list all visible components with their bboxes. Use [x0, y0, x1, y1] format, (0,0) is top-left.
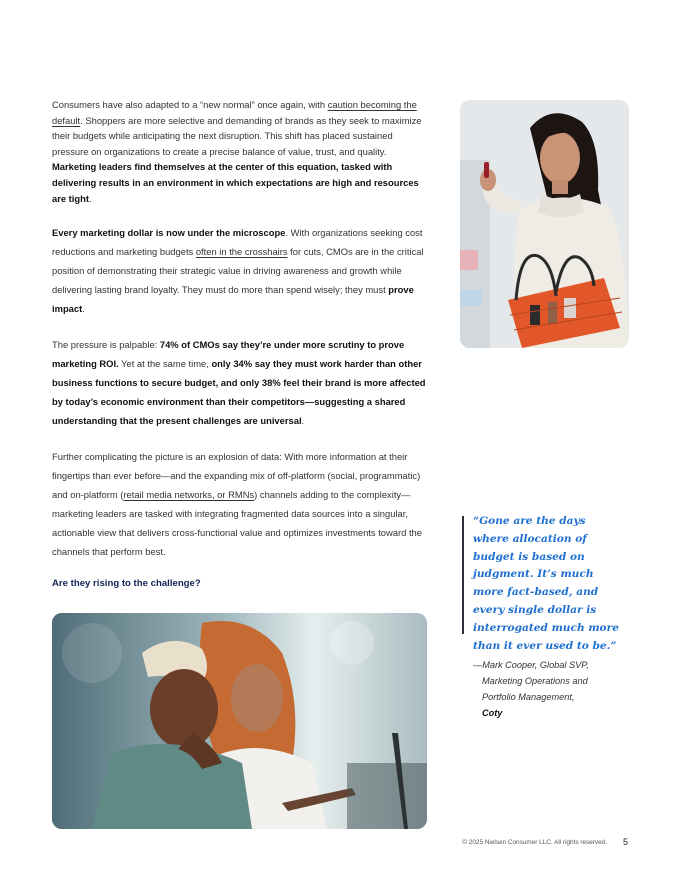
- team-illustration: [52, 613, 427, 829]
- attribution-line-3: Portfolio Management,: [482, 692, 575, 702]
- section-heading: Are they rising to the challenge?: [52, 578, 201, 590]
- p1-text-2: . Shoppers are more selective and demanding of brands as they seek to maximize their budgets while anticipating the next disruption. This shift has placed sustained pressure on organizations to create a precise balance of value, trust, and quality.: [52, 114, 422, 157]
- attribution-company: Coty: [482, 708, 503, 718]
- p3-bold-1: 74% of CMOs say they’re under more scrutiny to prove marketing ROI.: [52, 339, 405, 370]
- copyright-text: © 2025 Nielsen Consumer LLC. All rights reserved.: [462, 839, 607, 846]
- paragraph-4: [52, 447, 428, 561]
- p1-bold-1: Marketing leaders find themselves at the center of this equation, tasked with delivering results in an environment in which expectations are high and resources are tight: [52, 161, 419, 204]
- team-photo: [52, 613, 427, 829]
- page-footer: [0, 838, 680, 850]
- attribution-line-2: Marketing Operations and: [482, 676, 588, 686]
- quote-bar: [462, 516, 464, 634]
- p2-text-1: . With organizations seeking cost reductions and marketing budgets: [52, 227, 423, 258]
- caution-becoming-default-link[interactable]: caution becoming the default: [52, 99, 417, 126]
- p3-text-2: Yet at the same time,: [118, 358, 212, 370]
- attribution-line-1: —Mark Cooper, Global SVP,: [473, 660, 589, 670]
- paragraph-2: [52, 223, 428, 318]
- p1-text-1: Consumers have also adapted to a “new normal” once again, with: [52, 99, 328, 110]
- p4-text-1: Further complicating the picture is an explosion of data: With more information at their fingertips than ever before—and the expanding mix of off-platform (social, programmatic) and on-platform (: [52, 451, 421, 501]
- shopper-illustration: [460, 100, 629, 348]
- retail-media-networks-link[interactable]: retail media networks, or RMNs: [123, 489, 255, 501]
- quote-text: “Gone are the days where allocation of budget is based on judgment. It’s much more fact-based, and every single dollar is interrogated much more than it ever used to be.”: [473, 515, 619, 652]
- p2-text-3: .: [82, 303, 85, 315]
- paragraph-3: [52, 335, 428, 430]
- main-column: [52, 97, 428, 589]
- p2-bold-1: Every marketing dollar is now under the microscope: [52, 227, 286, 239]
- paragraph-1: [52, 97, 428, 206]
- quote-attribution: [473, 657, 623, 721]
- p3-bold-2: only 34% say they must work harder than other business functions to secure budget, and only 38% feel their brand is more affected by today’s economic environment than their competitors—suggesting a shared understanding that the present challenges are universal: [52, 358, 426, 427]
- pull-quote: [462, 513, 622, 655]
- p2-text-2: for cuts, CMOs are in the critical position of demonstrating their strategic value in driving awareness and growth while delivering lasting brand loyalty. They must do more than spend wisely; they must: [52, 246, 424, 296]
- often-in-the-crosshairs-link[interactable]: often in the crosshairs: [195, 246, 288, 258]
- shopper-photo: [460, 100, 629, 348]
- page-number: 5: [622, 837, 628, 847]
- p3-text-1: The pressure is palpable:: [52, 339, 160, 351]
- p4-text-2: ) channels adding to the complexity—marketing leaders are tasked with integrating fragmented data sources into a singular, actionable view that delivers cross-functional value and optimizes investments toward the channels that perform best.: [52, 489, 422, 558]
- p2-bold-2: prove impact: [52, 284, 414, 315]
- p1-text-3: .: [88, 192, 92, 204]
- p3-text-3: .: [301, 415, 305, 427]
